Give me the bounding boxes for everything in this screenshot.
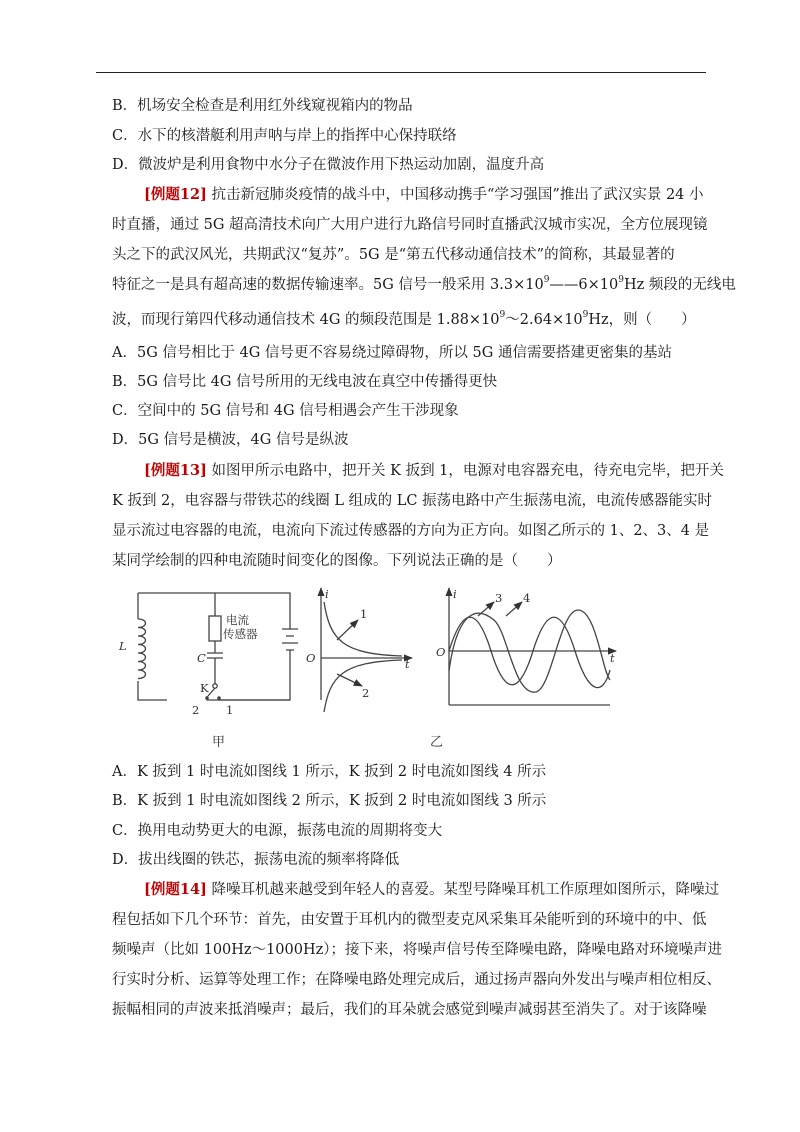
q13-line-3: 显示流过电容器的电流，电流向下流过传感器的方向为正方向。如图乙所示的 1、2、3、4 是 [112,523,710,539]
q14-line-2: 程包括如下几个环节：首先，由安置于耳机内的微型麦克风采集耳朵能听到的环境中的中、低 [112,912,707,928]
q13-line-4: 某同学绘制的四种电流随时间变化的图像。下列说法正确的是（ ） [112,553,562,569]
q12-option-c: C．空间中的 5G 信号和 4G 信号相遇会产生干涉现象 [112,403,459,419]
sensor-label-2: 传感器 [223,627,258,641]
prev-option-c: C．水下的核潜艇利用声呐与岸上的指挥中心保持联络 [112,128,457,144]
caption-jia: 甲 [212,735,226,750]
graph1-origin: O [306,651,316,665]
coil-label: L [119,639,127,653]
q13-figure [112,580,632,759]
contact-1-label: 1 [226,703,234,717]
current-sensor [209,616,221,641]
prev-option-d: D．微波炉是利用食物中水分子在微波作用下热运动加剧，温度升高 [112,157,545,173]
q13-line-2: K 扳到 2，电容器与带铁芯的线圈 L 组成的 LC 振荡电路中产生振荡电流，电流传感器能实时 [112,493,713,509]
q14-line-4: 行实时分析、运算等处理工作；在降噪电路处理完成后，通过扬声器向外发出与噪声相位相反、 [112,972,721,988]
q13-option-d: D．拔出线圈的铁芯，振荡电流的频率将降低 [112,852,400,868]
battery [282,629,298,650]
q12-line-3: 头之下的武汉风光，共期武汉“复苏”。5G 是“第五代移动通信技术”的简称，其最显著的 [112,247,675,263]
switch-label: K [200,681,209,695]
graph1-axis-i: i [325,587,329,601]
contact-2-label: 2 [192,703,200,717]
prev-option-b: B．机场安全检查是利用红外线窥视箱内的物品 [112,98,413,114]
graph-3-4 [449,588,616,705]
graph2-axis-i: i [453,587,457,601]
q13-option-b: B．K 扳到 1 时电流如图线 2 所示，K 扳到 2 时电流如图线 3 所示 [112,793,547,809]
curve-1-label: 1 [360,607,368,621]
q12-option-a: A．5G 信号相比于 4G 信号更不容易绕过障碍物，所以 5G 通信需要搭建更密集的基站 [112,345,672,361]
q12-tag: [例题12] [144,186,207,203]
q13-option-a: A．K 扳到 1 时电流如图线 1 所示，K 扳到 2 时电流如图线 4 所示 [112,764,547,780]
q14-line-1: [例题14] 降噪耳机越来越受到年轻人的喜爱。某型号降噪耳机工作原理如图所示，降噪过 [144,881,720,898]
q12-line-1: [例题12] 抗击新冠肺炎疫情的战斗中，中国移动携手“学习强国”推出了武汉实景 24 小 [144,186,704,203]
graph2-axis-t: t [610,651,615,665]
q13-line-1: [例题13] 如图甲所示电路中，把开关 K 扳到 1，电源对电容器充电，待充电完毕，把开关 [144,462,724,479]
header-rule [96,72,706,73]
q13-option-c: C．换用电动势更大的电源，振荡电流的周期将变大 [112,823,443,839]
q12-line-5: 波，而现行第四代移动通信技术 4G 的频段范围是 $1.88\times 10^9\sim 2.64\times 10^9Hz$，则（ ） [112,310,696,328]
capacitor-label: C [197,651,206,665]
coil-L [138,619,146,679]
graph1-axis-t: t [405,657,410,671]
q14-line-3: 频噪声（比如 100Hz～1000Hz）；接下来，将噪声信号传至降噪电路，降噪电路对环境噪声进 [112,942,723,958]
curve-2-label: 2 [362,686,370,700]
switch-k [208,688,215,696]
q12-option-d: D．5G 信号是横波，4G 信号是纵波 [112,432,349,448]
capacitor-c [207,653,223,658]
curve-3-label: 3 [495,591,503,605]
curve-3-line [449,617,610,687]
q12-line-4: 特征之一是具有超高速的数据传输速率。5G 信号一般采用 $3.3\times 10^9——6\times 10^9Hz$ 频段的无线电 [112,275,736,293]
q14-tag: [例题14] [144,881,207,898]
caption-yi: 乙 [430,735,444,750]
q12-option-b: B．5G 信号比 4G 信号所用的无线电波在真空中传播得更快 [112,374,498,390]
circuit-diagram [138,593,298,700]
q12-line-2: 时直播，通过 5G 超高清技术向广大用户进行九路信号同时直播武汉城市实况，全方位展现镜 [112,217,708,233]
curve-4-label: 4 [523,591,531,605]
sensor-label-1: 电流 [226,613,249,627]
graph2-origin: O [436,645,446,659]
q14-line-5: 振幅相同的声波来抵消噪声；最后，我们的耳朵就会感觉到噪声减弱甚至消失了。对于该降噪 [112,1002,707,1018]
q13-tag: [例题13] [144,462,207,479]
